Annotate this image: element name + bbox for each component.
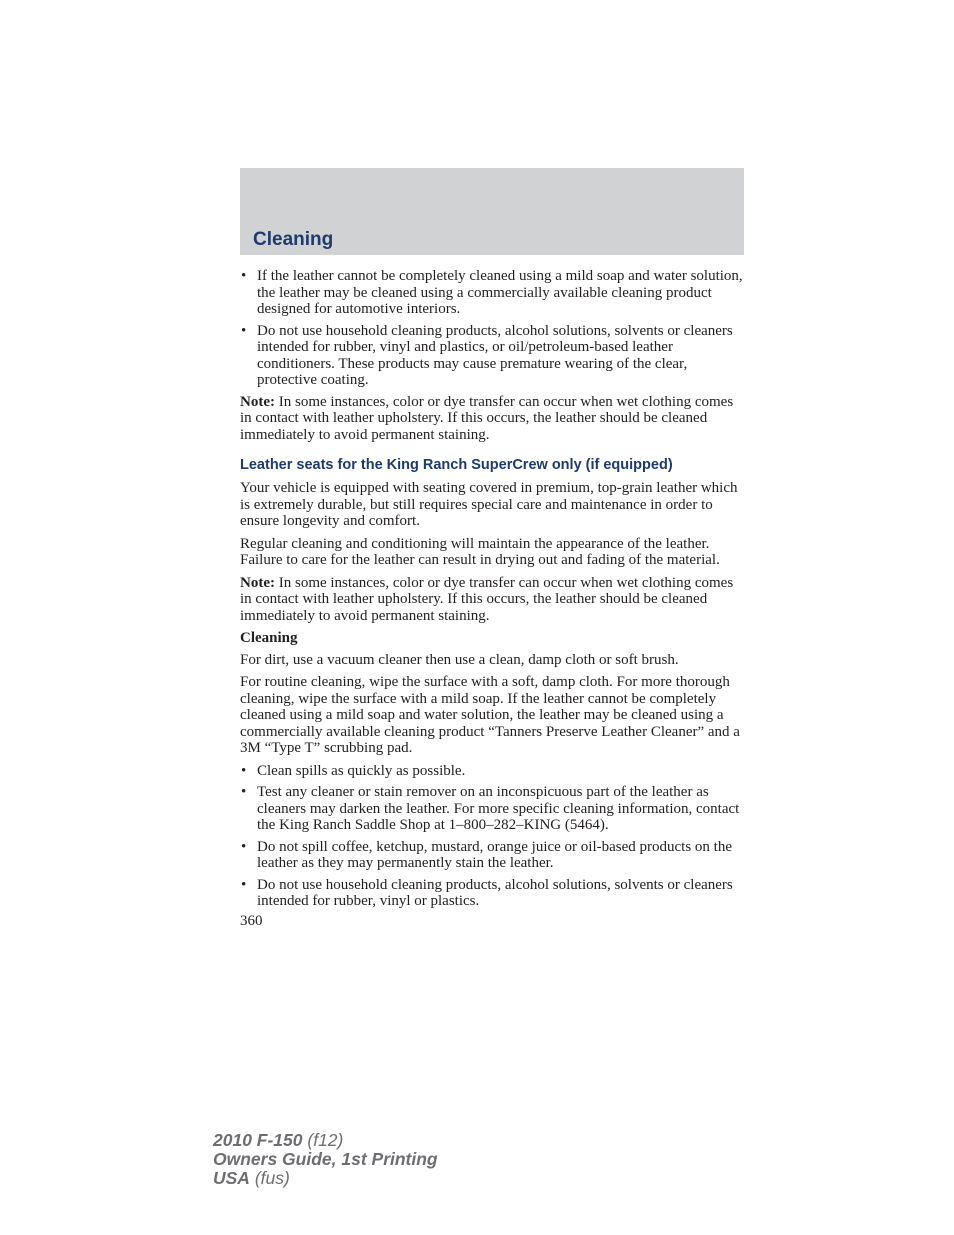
footer-market-code: (fus) [249, 1168, 290, 1188]
note-text: In some instances, color or dye transfer can occur when wet clothing comes in contact with leather upholstery. If this occurs, the leather should be cleaned immediately to avoid permanent staining. [240, 393, 734, 443]
cleaning-heading: Cleaning [240, 630, 298, 646]
bullet-icon: • [241, 784, 247, 800]
paragraph: For dirt, use a vacuum cleaner then use a clean, damp cloth or soft brush. [240, 651, 679, 668]
subsection-heading: Leather seats for the King Ranch SuperCrew only (if equipped) [240, 457, 673, 473]
note-paragraph [240, 394, 744, 444]
document-footer [213, 1131, 438, 1188]
footer-line-market [213, 1169, 438, 1188]
paragraph: For routine cleaning, wipe the surface with a soft, damp cloth. For more thorough cleaning, wipe the surface with a mild soap. If the leather cannot be completely cleaned using a mild soap and water solution, the leather may be cleaned using a commercially available cleaning product “Tanners Preserve Leather Cleaner” and a 3M “Type T” scrubbing pad. [240, 674, 740, 756]
list-item [240, 784, 744, 834]
section-title: Cleaning [253, 229, 334, 250]
paragraph: Regular cleaning and conditioning will maintain the appearance of the leather. Failure to care for the leather can result in drying out and fading of the material. [240, 535, 720, 568]
bullet-icon: • [241, 322, 247, 339]
note-label: Note: [240, 574, 275, 591]
list-item-text: Test any cleaner or stain remover on an inconspicuous part of the leather as cleaners may darken the leather. For more specific cleaning information, contact the King Ranch Saddle Shop at 1–800–282–KING (5464). [257, 784, 740, 833]
bullet-icon: • [241, 838, 247, 855]
list-item [240, 268, 744, 318]
list-item-text: Do not use household cleaning products, alcohol solutions, solvents or cleaners intended for rubber, vinyl and plastics, or oil/petroleum-based leather conditioners. These products may cause premature wearing of the clear, protective coating. [257, 322, 733, 388]
footer-line-model [213, 1131, 438, 1150]
footer-line-edition: Owners Guide, 1st Printing [213, 1149, 438, 1169]
paragraph: Your vehicle is equipped with seating covered in premium, top-grain leather which is extremely durable, but still requires special care and maintenance in order to ensure longevity and comfort. [240, 480, 738, 529]
note-label: Note: [240, 393, 275, 410]
list-item-text: Do not spill coffee, ketchup, mustard, orange juice or oil-based products on the leather as they may permanently stain the leather. [257, 838, 733, 871]
list-item [240, 839, 744, 872]
bullet-icon: • [241, 876, 247, 893]
list-item-text: Do not use household cleaning products, alcohol solutions, solvents or cleaners intended for rubber, vinyl or plastics. [257, 876, 733, 909]
list-item-text: If the leather cannot be completely cleaned using a mild soap and water solution, the leather may be cleaned using a commercially available cleaning product designed for automotive interiors. [257, 268, 743, 317]
list-item-text: Clean spills as quickly as possible. [257, 762, 466, 779]
bullet-icon: • [241, 268, 247, 284]
list-item [240, 763, 744, 780]
header-band [240, 168, 744, 255]
footer-model-code: (f12) [302, 1130, 344, 1150]
footer-market: USA [213, 1168, 250, 1188]
bullet-icon: • [241, 762, 247, 779]
footer-model: 2010 F-150 [213, 1130, 303, 1150]
note-paragraph [240, 575, 744, 625]
list-item [240, 323, 744, 389]
list-item [240, 877, 744, 910]
page-number: 360 [240, 912, 263, 929]
page-content [240, 268, 744, 929]
note-text: In some instances, color or dye transfer can occur when wet clothing comes in contact with leather upholstery. If this occurs, the leather should be cleaned immediately to avoid permanent staining. [240, 574, 734, 624]
